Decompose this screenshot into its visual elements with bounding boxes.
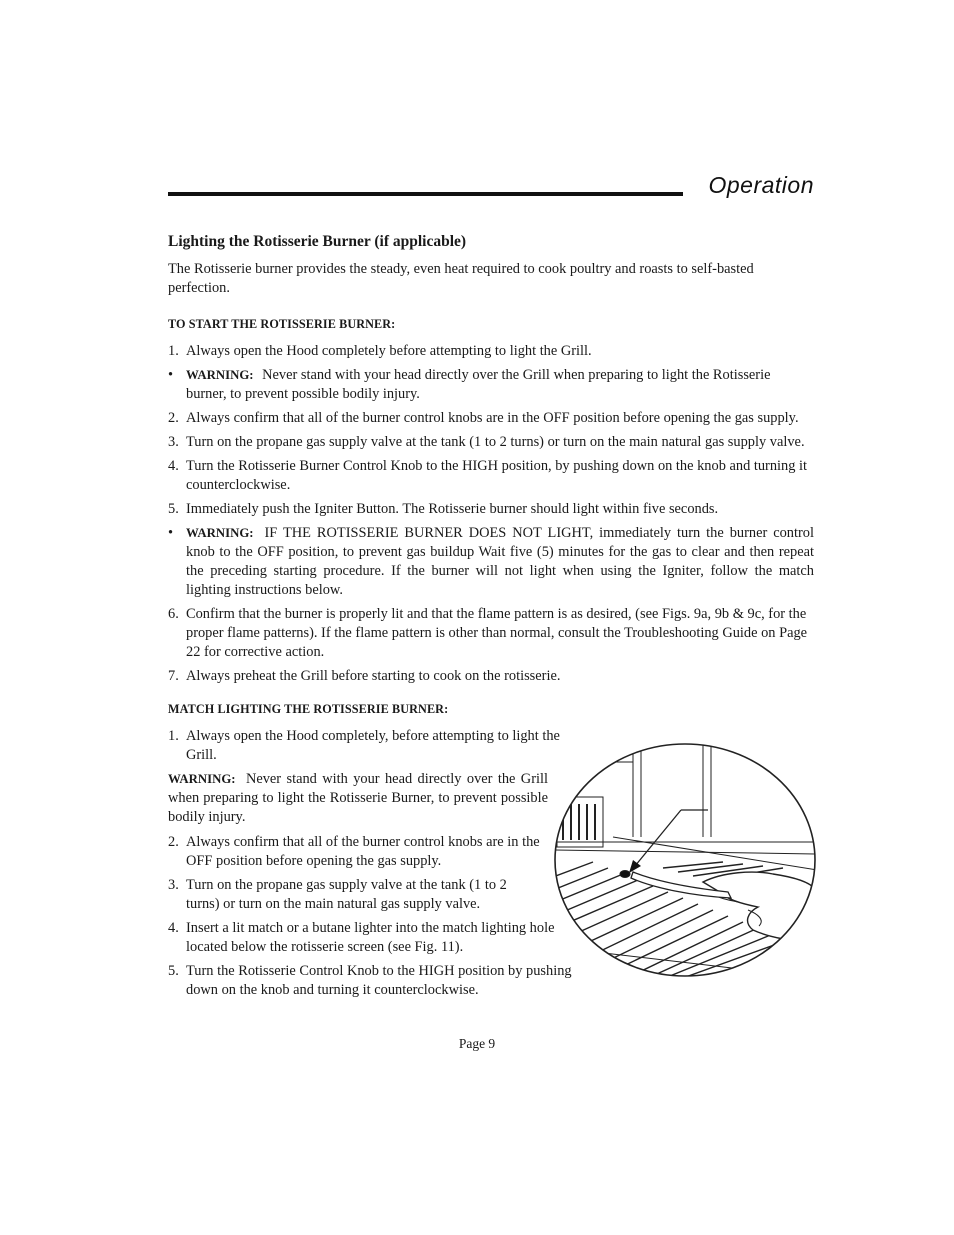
warning-label: WARNING: — [168, 772, 236, 786]
step-number: 5. — [168, 963, 179, 979]
step-text: Turn on the propane gas supply valve at the tank (1 to 2 turns) or turn on the main natural gas supply valve. — [186, 434, 805, 450]
step-number: 1. — [168, 728, 179, 744]
match-steps — [168, 727, 572, 1000]
list-item — [168, 727, 568, 765]
list-item — [168, 457, 814, 495]
step-text: Always confirm that all of the burner control knobs are in the OFF position before opening the gas supply. — [186, 410, 799, 426]
warning-item — [168, 366, 814, 404]
list-item — [168, 962, 591, 1000]
step-number: 5. — [168, 501, 179, 517]
list-item — [168, 919, 556, 957]
warning-item — [168, 524, 814, 600]
page-header — [168, 172, 814, 202]
warning-label: WARNING: — [186, 368, 254, 382]
step-number: 1. — [168, 343, 179, 359]
header-rule — [168, 192, 683, 196]
list-item — [168, 433, 814, 452]
list-item — [168, 409, 814, 428]
step-text: Always confirm that all of the burner control knobs are in the OFF position before opening the gas supply. — [186, 834, 540, 869]
page-footer — [0, 1036, 954, 1052]
warning-text: Never stand with your head directly over the Grill when preparing to light the Rotisserie Burner, to prevent possible bodily injury. — [168, 771, 548, 825]
step-text: Always open the Hood completely before attempting to light the Grill. — [186, 343, 592, 359]
step-text: Turn the Rotisserie Control Knob to the HIGH position by pushing down on the knob and turning it counterclockwise. — [186, 963, 572, 998]
intro-paragraph: The Rotisserie burner provides the steady, even heat required to cook poultry and roasts to self-basted perfection. — [168, 261, 754, 296]
step-text: Turn on the propane gas supply valve at the tank (1 to 2 turns) or turn on the main natural gas supply valve. — [186, 877, 507, 912]
step-text: Turn the Rotisserie Burner Control Knob to the HIGH position, by pushing down on the knob and turning it counterclockwise. — [186, 458, 808, 493]
warning-block — [168, 770, 548, 827]
step-number: 6. — [168, 606, 179, 622]
step-number: 7. — [168, 668, 179, 684]
step-number: 3. — [168, 877, 179, 893]
match-lighting-illustration — [553, 742, 817, 978]
list-item — [168, 500, 814, 519]
step-text: Confirm that the burner is properly lit and that the flame pattern is as desired, (see Figs. 9a, 9b & 9c, for the proper flame patterns). If the flame pattern is other than normal, consult the Troubleshooting Guide on Page 22 for corrective action. — [186, 606, 808, 660]
step-number: 2. — [168, 834, 179, 850]
section-title: Lighting the Rotisserie Burner (if applicable) — [168, 233, 467, 250]
start-heading: TO START THE ROTISSERIE BURNER: — [168, 317, 396, 331]
start-steps — [168, 342, 814, 686]
bullet: • — [168, 367, 174, 383]
bullet: • — [168, 525, 174, 541]
warning-text: Never stand with your head directly over the Grill when preparing to light the Rotisserie burner, to prevent possible bodily injury. — [186, 367, 771, 402]
list-item — [168, 833, 551, 871]
page-number: Page 9 — [458, 1036, 496, 1051]
warning-text: IF THE ROTISSERIE BURNER DOES NOT LIGHT, immediately turn the burner control knob to the OFF position, to prevent gas buildup Wait five (5) minutes for the gas to clear and then repeat the preceding starting procedure. If the burner will not light when using the Igniter, follow the match lighting instructions below. — [186, 525, 814, 598]
step-number: 3. — [168, 434, 179, 450]
list-item — [168, 876, 531, 914]
match-heading: MATCH LIGHTING THE ROTISSERIE BURNER: — [168, 702, 449, 716]
list-item — [168, 605, 814, 662]
warning-label: WARNING: — [186, 526, 254, 540]
step-text: Always open the Hood completely, before attempting to light the Grill. — [186, 728, 560, 763]
step-text: Insert a lit match or a butane lighter into the match lighting hole located below the rotisserie screen (see Fig. 11). — [186, 920, 555, 955]
step-number: 4. — [168, 458, 179, 474]
step-number: 4. — [168, 920, 179, 936]
step-number: 2. — [168, 410, 179, 426]
list-item — [168, 342, 814, 361]
list-item — [168, 667, 814, 686]
step-text: Always preheat the Grill before starting to cook on the rotisserie. — [186, 668, 561, 684]
step-text: Immediately push the Igniter Button. The Rotisserie burner should light within five seconds. — [186, 501, 719, 517]
header-title: Operation — [708, 172, 814, 198]
